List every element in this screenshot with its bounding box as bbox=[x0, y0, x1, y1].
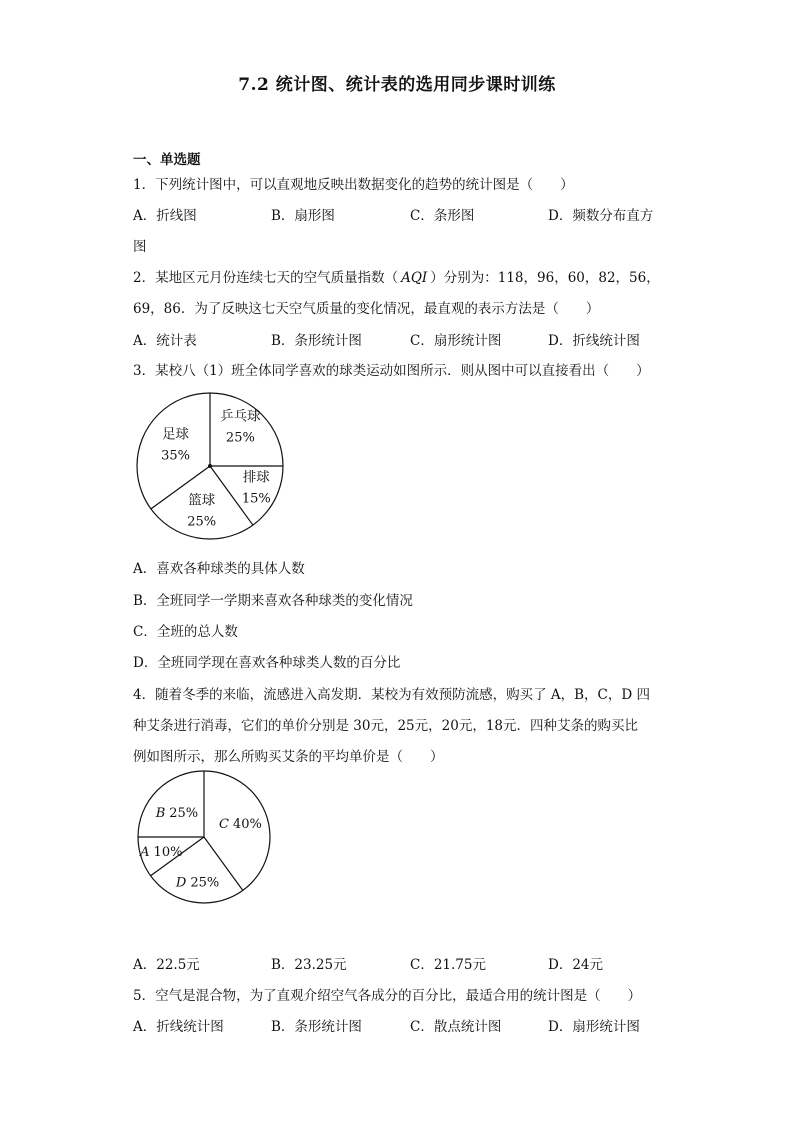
ball-sports-pie-chart bbox=[136, 392, 286, 542]
q4-stem-line1: 4．随着冬季的来临，流感进入高发期．某校为有效预防流感，购买了 A，B，C，D 四 bbox=[133, 687, 650, 703]
q5-stem: 5．空气是混合物，为了直观介绍空气各成分的百分比，最适合用的统计图是（ ） bbox=[133, 988, 642, 1004]
pie-slice-label bbox=[139, 845, 182, 860]
pie-category-label: A bbox=[140, 844, 150, 860]
q2-stem-line1 bbox=[133, 266, 660, 286]
pie-category-label: 乒乓球 bbox=[220, 408, 261, 425]
q3-option-c[interactable]: C．全班的总人数 bbox=[133, 624, 238, 640]
q2-stem-part2: ）分别为：118，96，60，82，56， bbox=[430, 270, 660, 286]
q1-option-b[interactable]: B．扇形图 bbox=[271, 208, 335, 224]
pie-category-label: 排球 bbox=[242, 469, 270, 486]
q4-option-d[interactable]: D．24元 bbox=[548, 957, 604, 973]
q5-option-a[interactable]: A．折线统计图 bbox=[133, 1019, 224, 1035]
pie-category-label: 篮球 bbox=[188, 492, 216, 509]
q5-option-c[interactable]: C．散点统计图 bbox=[410, 1019, 502, 1035]
pie-slice-label bbox=[155, 806, 198, 821]
q4-option-a[interactable]: A．22.5元 bbox=[133, 957, 200, 973]
q3-option-d[interactable]: D．全班同学现在喜欢各种球类人数的百分比 bbox=[133, 655, 401, 671]
pie-value-label: 25% bbox=[169, 805, 199, 821]
q5-option-d[interactable]: D．扇形统计图 bbox=[548, 1019, 640, 1035]
pie-value-label: 35% bbox=[161, 448, 191, 464]
q3-option-b[interactable]: B．全班同学一学期来喜欢各种球类的变化情况 bbox=[133, 593, 413, 609]
page-title: 7.2 统计图、统计表的选用同步课时训练 bbox=[238, 75, 556, 95]
q2-option-d[interactable]: D．折线统计图 bbox=[548, 333, 640, 349]
pie-center-dot bbox=[208, 464, 212, 468]
pie-value-label: 40% bbox=[232, 817, 262, 833]
pie-value-label: 25% bbox=[187, 514, 217, 530]
q3-stem: 3．某校八（1）班全体同学喜欢的球类运动如图所示．则从图中可以直接看出（ ） bbox=[133, 363, 650, 379]
q4-option-b[interactable]: B．23.25元 bbox=[271, 957, 347, 973]
pie-category-label: C bbox=[218, 817, 229, 833]
q5-option-b[interactable]: B．条形统计图 bbox=[271, 1019, 362, 1035]
pie-value-label: 25% bbox=[190, 875, 220, 891]
pie-value-label: 10% bbox=[153, 844, 183, 860]
pie-category-label: D bbox=[175, 875, 187, 891]
q4-stem-line2: 种艾条进行消毒，它们的单价分别是 30元，25元，20元，18元．四种艾条的购买比 bbox=[133, 718, 639, 734]
section-heading: 一、单选题 bbox=[133, 152, 201, 168]
pie-slice-label bbox=[175, 875, 219, 890]
q1-option-d-wrap: 图 bbox=[133, 239, 147, 255]
q1-stem: 1．下列统计图中，可以直观地反映出数据变化的趋势的统计图是（ ） bbox=[133, 177, 574, 193]
q4-option-c[interactable]: C．21.75元 bbox=[410, 957, 486, 973]
q4-stem-line3: 例如图所示，那么所购买艾条的平均单价是（ ） bbox=[133, 749, 444, 765]
pie-category-label: B bbox=[155, 805, 166, 821]
q2-aqi: AQI bbox=[401, 270, 428, 286]
q2-option-a[interactable]: A．统计表 bbox=[133, 333, 197, 349]
pie-slice-label bbox=[219, 817, 262, 832]
moxa-purchase-pie-chart bbox=[136, 774, 272, 900]
q2-stem-line2: 69，86．为了反映这七天空气质量的变化情况，最直观的表示方法是（ ） bbox=[133, 301, 600, 317]
q2-stem-part1: 2．某地区元月份连续七天的空气质量指数（ bbox=[133, 270, 399, 286]
q1-option-a[interactable]: A．折线图 bbox=[133, 208, 197, 224]
q1-option-d[interactable]: D．频数分布直方 bbox=[548, 208, 654, 224]
q1-option-c[interactable]: C．条形图 bbox=[410, 208, 475, 224]
q2-option-c[interactable]: C．扇形统计图 bbox=[410, 333, 502, 349]
pie-category-label: 足球 bbox=[162, 426, 190, 443]
q3-option-a[interactable]: A．喜欢各种球类的具体人数 bbox=[133, 561, 305, 577]
q2-option-b[interactable]: B．条形统计图 bbox=[271, 333, 362, 349]
pie-value-label: 25% bbox=[225, 430, 255, 446]
pie-value-label: 15% bbox=[241, 491, 271, 507]
